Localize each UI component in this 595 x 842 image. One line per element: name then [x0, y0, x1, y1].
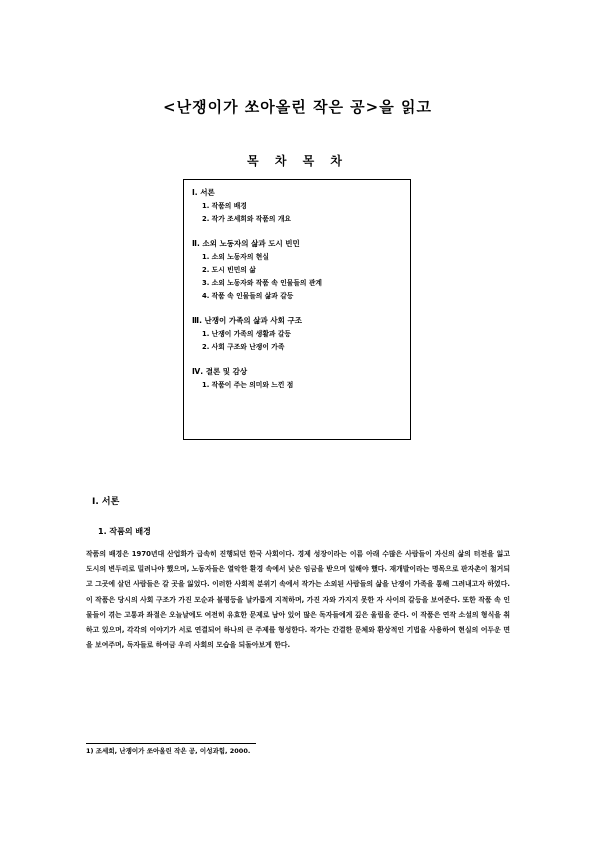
toc-item: 4. 작품 속 인물들의 삶과 갈등 — [202, 292, 294, 300]
toc-section — [192, 365, 402, 392]
toc-section-title: Ⅰ. 서론 — [192, 188, 215, 197]
toc-box — [183, 179, 411, 440]
toc-item: 3. 소외 노동자와 작품 속 인물들의 관계 — [202, 279, 322, 287]
toc-heading: 목 차 목 차 — [247, 154, 348, 168]
toc-item: 2. 사회 구조와 난쟁이 가족 — [202, 343, 285, 351]
footnote: 1) 조세희, 난쟁이가 쏘아올린 작은 공, 이성과힘, 2000. — [86, 747, 251, 755]
toc-section-title: Ⅲ. 난쟁이 가족의 삶과 사회 구조 — [192, 316, 302, 325]
section-heading: Ⅰ. 서론 — [92, 497, 120, 507]
toc-item: 1. 소외 노동자의 현실 — [202, 253, 269, 261]
toc-item: 2. 도시 빈민의 삶 — [202, 266, 256, 274]
page-title: <난쟁이가 쏘아올린 작은 공>을 읽고 — [163, 98, 432, 116]
toc-section-title: Ⅳ. 결론 및 감상 — [192, 367, 248, 376]
toc-item: 1. 난쟁이 가족의 생활과 갈등 — [202, 330, 291, 338]
toc-item: 1. 작품이 주는 의미와 느낀 점 — [202, 381, 294, 389]
toc-item: 2. 작가 조세희와 작품의 개요 — [202, 215, 291, 223]
sub-heading: 1. 작품의 배경 — [98, 527, 151, 536]
toc-section-title: Ⅱ. 소외 노동자의 삶과 도시 빈민 — [192, 239, 300, 248]
toc-item: 1. 작품의 배경 — [202, 202, 247, 210]
body-paragraph: 작품의 배경은 1970년대 산업화가 급속히 진행되던 한국 사회이다. 경제 성장이라는 이름 아래 수많은 사람들이 자신의 삶의 터전을 잃고 도시의 변두리로 밀려나야 했으며, 노동자들은 열악한 환경 속에서 낮은 임금을 받으며 일해야 했다. 재개발이라는 명목으로 판자촌이 철거되고 그곳에 살던 사람들은 갈 곳을 잃었다. 이러한 사회적 분위기 속에서 작가는 소외된 사람들의 삶을 난쟁이 가족을 통해 그려내고자 하였다. 이 작품은 당시의 사회 구조가 가진 모순과 불평등을 날카롭게 지적하며, 가진 자와 가지지 못한 자 사이의 갈등을 보여준다. 또한 작품 속 인물들이 겪는 고통과 좌절은 오늘날에도 여전히 유효한 문제로 남아 있어 많은 독자들에게 깊은 울림을 준다. 이 작품은 연작 소설의 형식을 취하고 있으며, 각각의 이야기가 서로 연결되어 하나의 큰 주제를 형성한다. 작가는 간결한 문체와 환상적인 기법을 사용하여 현실의 어두운 면을 보여주며, 독자들로 하여금 우리 사회의 모습을 되돌아보게 한다. — [86, 550, 510, 650]
toc-section — [192, 237, 402, 303]
footnote-rule — [86, 743, 256, 744]
toc-section — [192, 314, 402, 354]
toc-section — [192, 186, 402, 226]
